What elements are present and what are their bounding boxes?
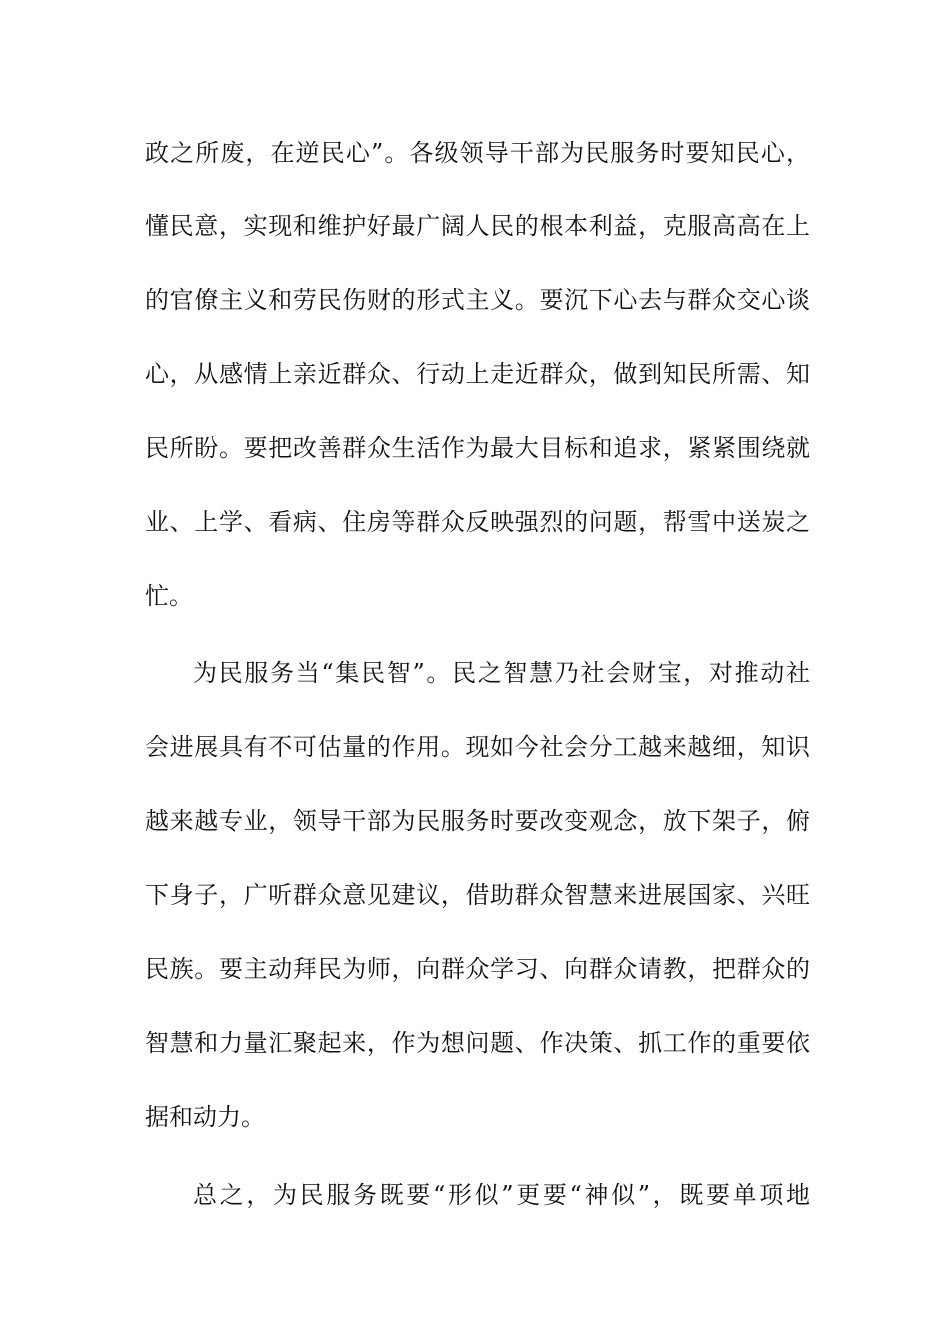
paragraph-3-line-1: 总之，为民服务既要“形似”更要“神似”，既要单项地	[193, 1181, 810, 1209]
paragraph-2-line-6: 智慧和力量汇聚起来，作为想问题、作决策、抓工作的重要依	[145, 1029, 810, 1057]
paragraph-1-line-1: 政之所废，在逆民心”。各级领导干部为民服务时要知民心，	[145, 139, 810, 167]
paragraph-2-line-7: 据和动力。	[145, 1103, 265, 1131]
paragraph-1-line-5: 民所盼。要把改善群众生活作为最大目标和追求，紧紧围绕就	[145, 434, 810, 462]
paragraph-2-line-4: 下身子，广听群众意见建议，借助群众智慧来进展国家、兴旺	[145, 881, 810, 909]
paragraph-1-line-7: 忙。	[145, 582, 193, 610]
paragraph-2-line-1: 为民服务当“集民智”。民之智慧乃社会财宝，对推动社	[193, 659, 810, 687]
paragraph-2-line-5: 民族。要主动拜民为师，向群众学习、向群众请教，把群众的	[145, 955, 810, 983]
paragraph-1-line-6: 业、上学、看病、住房等群众反映强烈的问题，帮雪中送炭之	[145, 508, 810, 536]
paragraph-1-line-2: 懂民意，实现和维护好最广阔人民的根本利益，克服高高在上	[145, 212, 810, 240]
paragraph-2-line-2: 会进展具有不可估量的作用。现如今社会分工越来越细，知识	[145, 733, 810, 761]
paragraph-1-line-4: 心，从感情上亲近群众、行动上走近群众，做到知民所需、知	[145, 360, 810, 388]
paragraph-2-line-3: 越来越专业，领导干部为民服务时要改变观念，放下架子，俯	[145, 807, 810, 835]
paragraph-1-line-3: 的官僚主义和劳民伤财的形式主义。要沉下心去与群众交心谈	[145, 286, 810, 314]
